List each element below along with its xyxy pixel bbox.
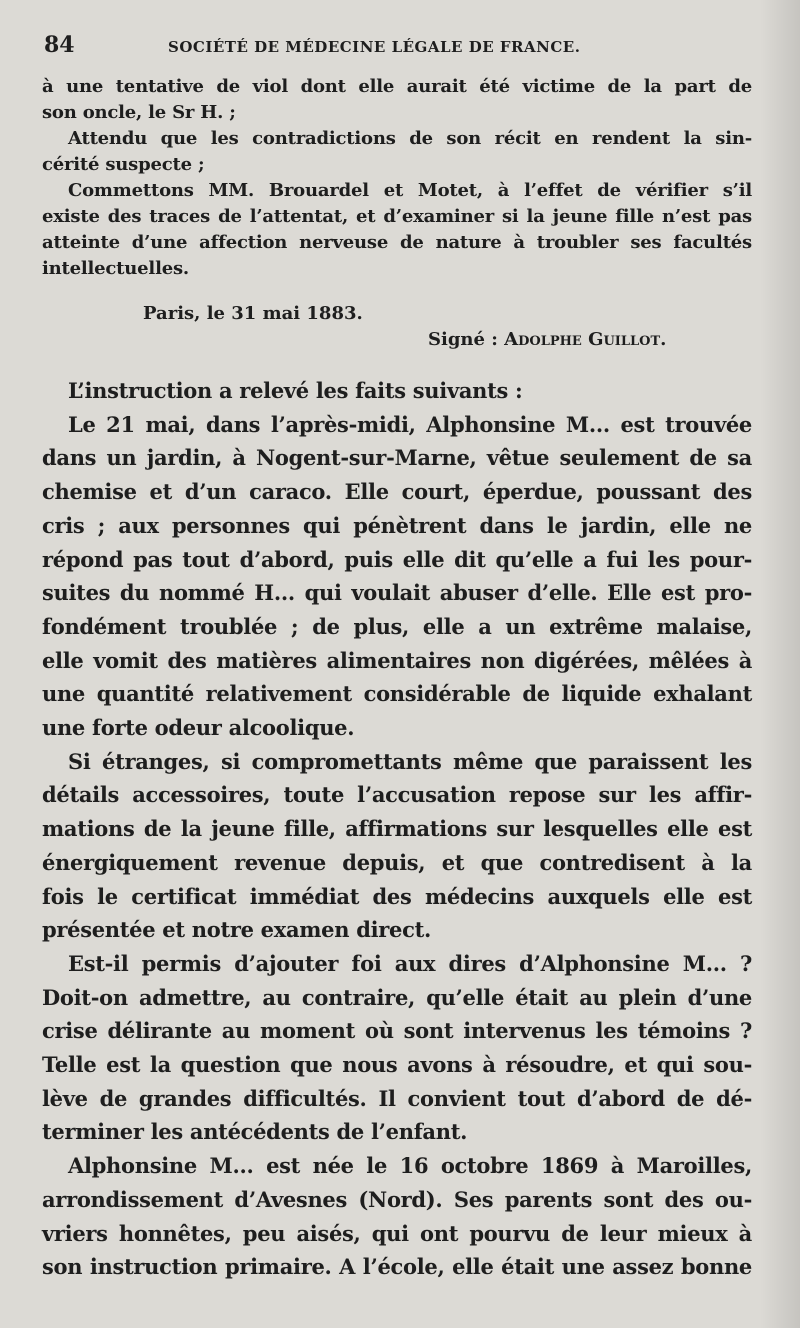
body-line: Le 21 mai, dans l’après-midi, Alphonsine M... est trouvée [68, 411, 752, 437]
body-line: L’instruction a relevé les faits suivants : [68, 378, 523, 403]
decree-text [42, 74, 752, 282]
body-line: répond pas tout d’abord, puis elle dit qu’elle a fui les pour- [42, 546, 752, 572]
decree-line: intellectuelles. [42, 258, 189, 279]
decree-line: à une tentative de viol dont elle aurait été victime de la part de [42, 76, 752, 97]
body-line: une forte odeur alcoolique. [42, 715, 355, 741]
body-line: Alphonsine M... est née le 16 octobre 1869 à Maroilles, [68, 1153, 752, 1179]
decree-date: Paris, le 31 mai 1883. [143, 303, 363, 324]
decree-line: atteinte d’une affection nerveuse de nature à troubler ses facultés [42, 232, 752, 253]
running-title: SOCIÉTÉ DE MÉDECINE LÉGALE DE FRANCE. [168, 38, 581, 56]
body-line: détails accessoires, toute l’accusation repose sur les affir- [42, 782, 752, 808]
body-line: lève de grandes difficultés. Il convient tout d’abord de dé- [42, 1085, 752, 1111]
body-line: arrondissement d’Avesnes (Nord). Ses parents sont des ou- [42, 1186, 752, 1212]
body-line: son instruction primaire. A l’école, elle était une assez bonne [42, 1254, 752, 1280]
decree-signature [428, 329, 666, 350]
decree-line: son oncle, le Sr H. ; [42, 102, 236, 123]
body-line: mations de la jeune fille, affirmations sur lesquelles elle est [42, 816, 752, 842]
body-line: énergiquement revenue depuis, et que contredisent à la [42, 849, 752, 875]
body-line: terminer les antécédents de l’enfant. [42, 1119, 468, 1145]
decree-line: Attendu que les contradictions de son récit en rendent la sin- [68, 128, 752, 149]
body-line: dans un jardin, à Nogent-sur-Marne, vêtue seulement de sa [42, 445, 752, 471]
page-number: 84 [44, 32, 75, 58]
decree-line: Commettons MM. Brouardel et Motet, à l’effet de vérifier s’il [68, 180, 752, 201]
body-line: Est-il permis d’ajouter foi aux dires d’Alphonsine M... ? [68, 950, 752, 976]
body-line: fois le certificat immédiat des médecins auxquels elle est [42, 883, 752, 909]
decree-line: cérité suspecte ; [42, 154, 205, 175]
body-line: Doit-on admettre, au contraire, qu’elle était au plein d’une [42, 984, 752, 1010]
body-line: cris ; aux personnes qui pénètrent dans le jardin, elle ne [42, 512, 752, 538]
signature-prefix: Signé : [428, 329, 505, 350]
signature-name: Adolphe Guillot. [504, 329, 667, 350]
body-line: une quantité relativement considérable de liquide exhalant [42, 681, 752, 707]
body-line: crise délirante au moment où sont intervenus les témoins ? [42, 1018, 752, 1044]
body-line: elle vomit des matières alimentaires non digérées, mêlées à [42, 647, 752, 673]
decree-line: existe des traces de l’attentat, et d’examiner si la jeune fille n’est pas [42, 206, 752, 227]
body-line: présentée et notre examen direct. [42, 917, 432, 943]
body-text [42, 374, 752, 1284]
body-line: suites du nommé H... qui voulait abuser d’elle. Elle est pro- [42, 580, 752, 606]
running-header [44, 32, 760, 60]
body-line: Si étranges, si compromettants même que paraissent les [68, 748, 752, 774]
body-line: chemise et d’un caraco. Elle court, éperdue, poussant des [42, 479, 752, 505]
body-line: vriers honnêtes, peu aisés, qui ont pourvu de leur mieux à [42, 1220, 752, 1246]
body-line: Telle est la question que nous avons à résoudre, et qui sou- [42, 1052, 752, 1078]
body-line: fondément troublée ; de plus, elle a un extrême malaise, [42, 613, 752, 639]
